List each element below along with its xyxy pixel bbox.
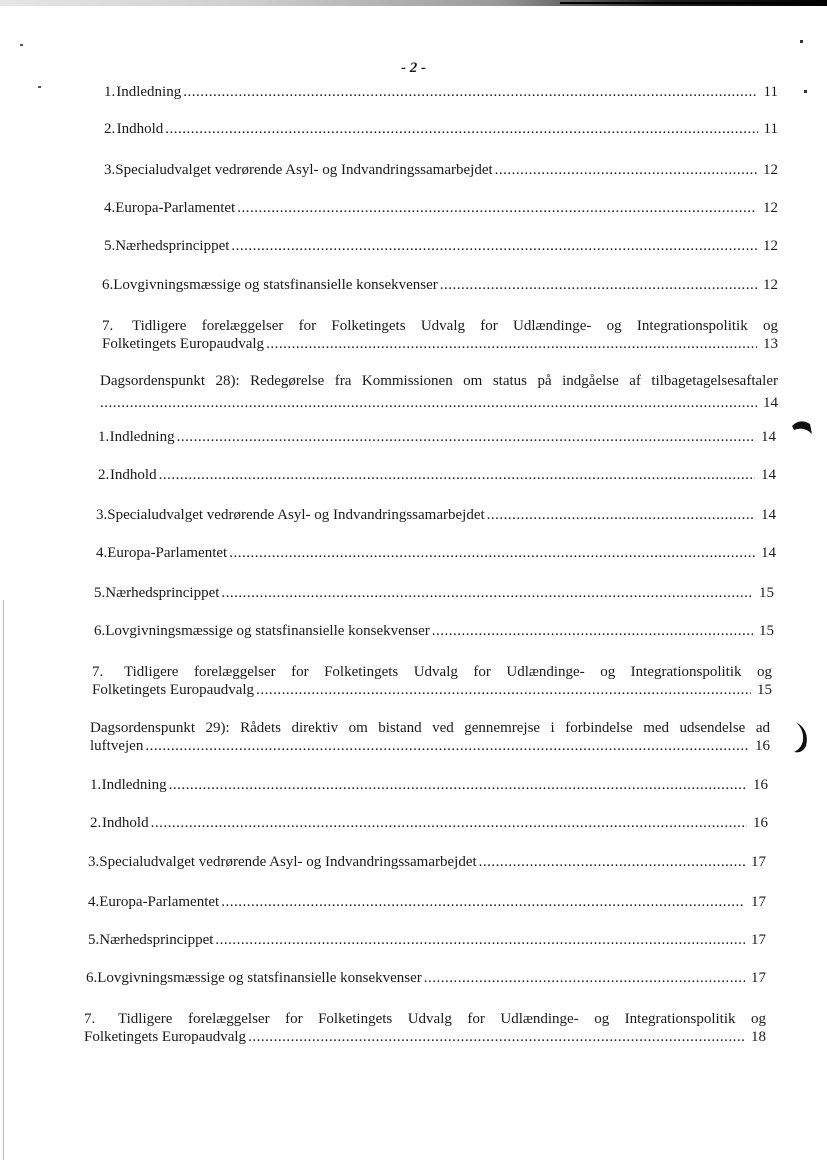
toc-entry-number: 1.: [90, 777, 102, 793]
toc-entry-page: 12: [763, 277, 778, 293]
scan-bracket-icon: [792, 720, 812, 756]
toc-entry-page: 15: [759, 623, 774, 639]
toc-entry-page: 18: [751, 1029, 766, 1045]
toc-entry-title: Europa-Parlamentet: [115, 200, 236, 216]
toc-entry-number: 2.: [104, 121, 116, 137]
toc-entry-page: 14: [761, 507, 776, 523]
toc-entry-title-line1: Tidligere forelæggelser for Folketingets Udvalg for Udlændinge- og Integrationspolitik og: [118, 1011, 766, 1027]
toc-entry-number: 4.: [104, 200, 116, 216]
toc-leader: [248, 1029, 745, 1045]
toc-entry[interactable]: [90, 777, 768, 794]
toc-entry-title: Nærhedsprincippet: [115, 238, 230, 254]
toc-leader: [432, 623, 753, 639]
toc-entry-page: 12: [763, 200, 778, 216]
toc-entry-title: Indledning: [116, 84, 182, 100]
toc-entry-page: 16: [753, 777, 768, 793]
toc-leader: [479, 854, 745, 870]
section-heading-continuation: [100, 395, 778, 412]
toc-entry[interactable]: [102, 277, 778, 294]
toc-entry-page: 15: [757, 682, 772, 698]
toc-entry[interactable]: [104, 121, 778, 138]
section-heading-page: 14: [763, 395, 778, 411]
toc-entry-number: 3.: [96, 507, 108, 523]
toc-entry[interactable]: [96, 545, 776, 562]
toc-leader: [266, 336, 757, 352]
toc-entry-number: 4.: [96, 545, 108, 561]
toc-entry-title: Nærhedsprincippet: [99, 932, 214, 948]
toc-entry-number: 7.: [84, 1011, 96, 1027]
scan-dot: [38, 86, 41, 88]
section-heading[interactable]: [90, 720, 770, 737]
section-heading-page: 16: [755, 738, 770, 754]
toc-leader: [145, 738, 749, 754]
scan-smudge-icon: [790, 418, 814, 436]
toc-entry-title: Lovgivningsmæssige og statsfinansielle konsekvenser: [105, 623, 430, 639]
toc-leader: [440, 277, 757, 293]
toc-entry-title: Indhold: [116, 121, 164, 137]
toc-entry-title-line2: Folketingets Europaudvalg: [102, 336, 265, 352]
toc-entry[interactable]: [104, 162, 778, 179]
scan-dot: [20, 44, 23, 46]
toc-leader: [151, 815, 747, 831]
toc-leader: [256, 682, 751, 698]
toc-leader: [165, 121, 757, 137]
toc-entry-page: 17: [751, 970, 766, 986]
toc-entry-page: 17: [751, 932, 766, 948]
toc-entry-number: 5.: [94, 585, 106, 601]
toc-entry-title: Nærhedsprincippet: [105, 585, 220, 601]
toc-entry-title: Indhold: [101, 815, 149, 831]
toc-entry-page: 17: [751, 854, 766, 870]
toc-entry-page: 14: [761, 429, 776, 445]
section-heading-text: Dagsordenspunkt 28): Redegørelse fra Kommissionen om status på indgåelse af tilbagetagelsesaftaler: [100, 373, 778, 389]
toc-leader: [215, 932, 745, 948]
toc-entry-title: Lovgivningsmæssige og statsfinansielle konsekvenser: [113, 277, 438, 293]
toc-entry-number: 6.: [94, 623, 106, 639]
toc-entry[interactable]: [88, 854, 766, 871]
toc-leader: [177, 429, 755, 445]
toc-entry[interactable]: [88, 932, 766, 949]
toc-entry-page: 17: [751, 894, 766, 910]
toc-entry-page: 16: [753, 815, 768, 831]
toc-entry-number: 6.: [102, 277, 114, 293]
scan-top-band-dark: [560, 2, 827, 4]
toc-entry-number: 3.: [88, 854, 100, 870]
toc-entry-multiline[interactable]: [92, 664, 772, 681]
toc-entry[interactable]: [98, 467, 776, 484]
toc-entry[interactable]: [104, 238, 778, 255]
toc-leader: [100, 395, 757, 411]
section-heading-text: Dagsordenspunkt 29): Rådets direktiv om bistand ved gennemrejse i forbindelse med udsendelse ad: [90, 720, 770, 736]
toc-entry[interactable]: [90, 815, 768, 832]
toc-entry[interactable]: [104, 200, 778, 217]
toc-leader: [221, 585, 753, 601]
scan-left-edge: [3, 600, 4, 1160]
toc-entry[interactable]: [86, 970, 766, 987]
toc-entry-title: Indledning: [109, 429, 175, 445]
toc-entry-title: Europa-Parlamentet: [99, 894, 220, 910]
toc-entry-page: 14: [761, 467, 776, 483]
toc-entry-number: 7.: [92, 664, 104, 680]
toc-entry[interactable]: [98, 429, 776, 446]
section-heading[interactable]: [100, 373, 778, 390]
toc-entry-number: 3.: [104, 162, 116, 178]
toc-entry-continuation: [84, 1029, 766, 1046]
toc-entry-number: 2.: [98, 467, 110, 483]
toc-leader: [229, 545, 755, 561]
toc-entry-title-line2: Folketingets Europaudvalg: [84, 1029, 247, 1045]
toc-entry-page: 12: [763, 238, 778, 254]
toc-entry-title: Lovgivningsmæssige og statsfinansielle konsekvenser: [97, 970, 422, 986]
toc-leader: [159, 467, 755, 483]
toc-entry-title: Indledning: [101, 777, 167, 793]
toc-leader: [424, 970, 745, 986]
toc-entry-page: 11: [763, 121, 778, 137]
toc-entry-number: 1.: [98, 429, 110, 445]
section-heading-continuation: [90, 738, 770, 755]
toc-entry[interactable]: [88, 894, 766, 911]
toc-entry[interactable]: [94, 585, 774, 602]
toc-leader: [169, 777, 747, 793]
toc-entry-number: 7.: [102, 318, 114, 334]
toc-entry-page: 14: [761, 545, 776, 561]
toc-entry-number: 5.: [88, 932, 100, 948]
toc-entry-page: 11: [763, 84, 778, 100]
toc-entry-title: Indhold: [109, 467, 157, 483]
scan-dot: [800, 40, 803, 43]
toc-entry-title-line1: Tidligere forelæggelser for Folketingets Udvalg for Udlændinge- og Integrationspolitik og: [124, 664, 772, 680]
toc-entry-title: Specialudvalget vedrørende Asyl- og Indvandringssamarbejdet: [99, 854, 477, 870]
toc-leader: [221, 894, 745, 910]
section-heading-text-line2: luftvejen: [90, 738, 144, 754]
toc-entry-multiline[interactable]: [84, 1011, 766, 1028]
toc-entry-title-line1: Tidligere forelæggelser for Folketingets Udvalg for Udlændinge- og Integrationspolitik og: [132, 318, 778, 334]
toc-entry-title: Europa-Parlamentet: [107, 545, 228, 561]
toc-entry-multiline[interactable]: [102, 318, 778, 335]
toc-leader: [487, 507, 755, 523]
scan-dot: [804, 90, 807, 93]
toc-entry-page: 12: [763, 162, 778, 178]
toc-leader: [183, 84, 757, 100]
toc-entry-number: 5.: [104, 238, 116, 254]
toc-entry-title-line2: Folketingets Europaudvalg: [92, 682, 255, 698]
toc-entry-page: 13: [763, 336, 778, 352]
toc-entry[interactable]: [96, 507, 776, 524]
toc-entry-number: 6.: [86, 970, 98, 986]
toc-entry-title: Specialudvalget vedrørende Asyl- og Indvandringssamarbejdet: [107, 507, 485, 523]
toc-entry-title: Specialudvalget vedrørende Asyl- og Indvandringssamarbejdet: [115, 162, 493, 178]
toc-entry-number: 1.: [104, 84, 116, 100]
toc-entry-continuation: [102, 336, 778, 353]
page-number: - 2 -: [401, 60, 426, 76]
toc-entry-number: 2.: [90, 815, 102, 831]
toc-entry-continuation: [92, 682, 772, 699]
toc-entry-page: 15: [759, 585, 774, 601]
toc-leader: [495, 162, 757, 178]
toc-leader: [237, 200, 757, 216]
toc-entry[interactable]: [104, 84, 778, 101]
toc-entry-number: 4.: [88, 894, 100, 910]
toc-leader: [231, 238, 757, 254]
toc-entry[interactable]: [94, 623, 774, 640]
